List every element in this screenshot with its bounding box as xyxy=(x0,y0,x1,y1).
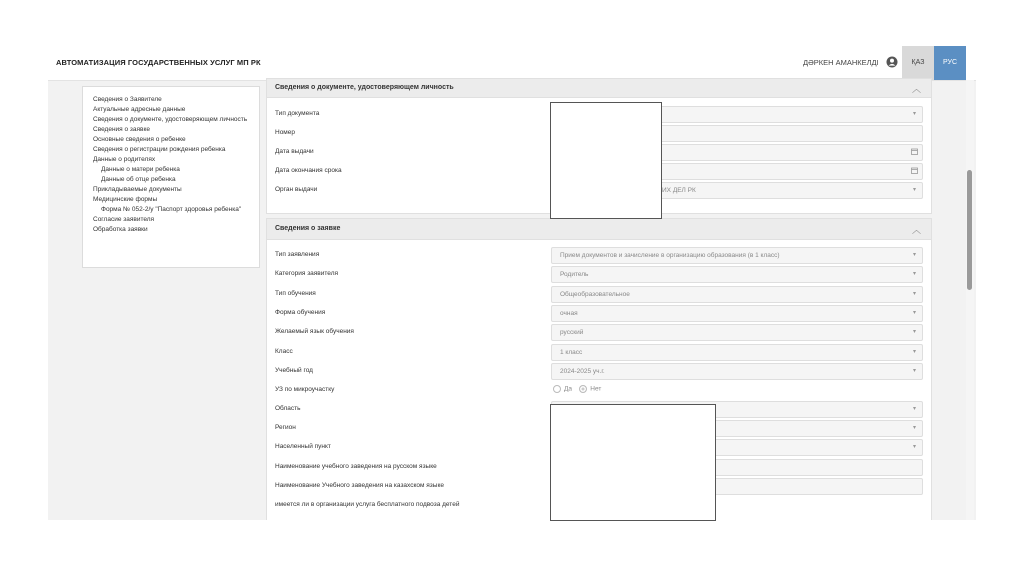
redaction-box xyxy=(550,102,662,219)
education-form-select[interactable] xyxy=(551,305,923,322)
sidebar-item-parents[interactable]: Данные о родителях xyxy=(93,156,156,163)
lang-rus-button[interactable]: РУС xyxy=(934,46,966,80)
education-type-select[interactable] xyxy=(551,286,923,303)
calendar-icon[interactable] xyxy=(911,148,918,155)
field-label: Орган выдачи xyxy=(275,186,318,193)
sidebar-nav xyxy=(82,86,260,268)
sidebar-item-mother[interactable]: Данные о матери ребенка xyxy=(101,166,180,173)
field-label: Дата окончания срока xyxy=(275,167,342,174)
chevron-up-icon[interactable]: ︿ xyxy=(911,84,921,94)
field-value: Прием документов и зачисление в организацию образования (в 1 класс) xyxy=(560,252,780,259)
sidebar-item-attachments[interactable]: Прикладываемые документы xyxy=(93,186,182,193)
field-label: Тип обучения xyxy=(275,290,316,297)
scrollbar-thumb[interactable] xyxy=(967,170,972,290)
field-label: Желаемый язык обучения xyxy=(275,328,354,335)
field-label: Наименование учебного заведения на русском языке xyxy=(275,463,437,470)
chevron-down-icon: ▾ xyxy=(912,444,916,450)
sidebar-item-id-document[interactable]: Сведения о документе, удостоверяющем личность xyxy=(93,116,248,123)
sidebar-item-address[interactable]: Актуальные адресные данные xyxy=(93,106,186,113)
top-header xyxy=(48,46,976,81)
field-value: 1 класс xyxy=(560,349,583,356)
radio-yes[interactable] xyxy=(553,385,561,393)
scrollbar-track[interactable] xyxy=(966,80,974,520)
field-label: Тип документа xyxy=(275,110,320,117)
form-row xyxy=(267,265,931,283)
sidebar-item-child-info[interactable]: Основные сведения о ребенке xyxy=(93,136,186,143)
form-row xyxy=(267,343,931,361)
chevron-up-icon[interactable]: ︿ xyxy=(911,225,921,235)
redaction-box xyxy=(550,404,716,521)
grade-select[interactable] xyxy=(551,344,923,361)
chevron-down-icon: ▾ xyxy=(912,187,916,193)
sidebar-item-health-passport[interactable]: Форма № 052-2/у "Паспорт здоровья ребенка" xyxy=(101,206,242,213)
sidebar-item-processing[interactable]: Обработка заявки xyxy=(93,226,148,233)
field-label: Регион xyxy=(275,424,296,431)
chevron-down-icon: ▾ xyxy=(912,368,916,374)
issuer-value: ИХ ДЕЛ РК xyxy=(662,187,696,194)
application-type-select[interactable] xyxy=(551,247,923,264)
sidebar-item-application[interactable]: Сведения о заявке xyxy=(93,126,151,133)
sidebar-item-consent[interactable]: Согласие заявителя xyxy=(93,216,155,223)
lang-kaz-button[interactable]: ҚАЗ xyxy=(902,46,934,80)
micro-district-radio-group xyxy=(553,385,601,393)
school-year-select[interactable] xyxy=(551,363,923,380)
panel-title: Сведения о документе, удостоверяющем личность xyxy=(275,84,454,91)
field-value: Общеобразовательное xyxy=(560,291,630,298)
chevron-down-icon: ▾ xyxy=(912,291,916,297)
application-panel-header[interactable] xyxy=(267,219,931,240)
sidebar-item-birth-registration[interactable]: Сведения о регистрации рождения ребенка xyxy=(93,146,226,153)
field-value: 2024-2025 уч.г. xyxy=(560,368,605,375)
chevron-down-icon: ▾ xyxy=(912,111,916,117)
chevron-down-icon: ▾ xyxy=(912,271,916,277)
field-label: Тип заявления xyxy=(275,251,320,258)
field-label: Категория заявителя xyxy=(275,270,339,277)
app-window xyxy=(48,46,976,520)
sidebar-item-father[interactable]: Данные об отце ребенка xyxy=(101,176,176,183)
field-label: Наименование Учебного заведения на казахском языке xyxy=(275,482,444,489)
form-row xyxy=(267,246,931,264)
form-row xyxy=(267,304,931,322)
form-row xyxy=(267,362,931,380)
user-name[interactable]: ДӘРКЕН АМАНКЕЛДІ xyxy=(803,58,879,67)
chevron-down-icon: ▾ xyxy=(912,406,916,412)
field-value: русский xyxy=(560,329,584,336)
panel-title: Сведения о заявке xyxy=(275,225,341,232)
field-label: Учебный год xyxy=(275,367,313,374)
chevron-down-icon: ▾ xyxy=(912,425,916,431)
chevron-down-icon: ▾ xyxy=(912,310,916,316)
sidebar-item-medical[interactable]: Медицинские формы xyxy=(93,196,158,203)
field-label: Номер xyxy=(275,129,296,136)
app-title: АВТОМАТИЗАЦИЯ ГОСУДАРСТВЕННЫХ УСЛУГ МП РК xyxy=(56,58,261,67)
field-label: Форма обучения xyxy=(275,309,326,316)
applicant-category-select[interactable] xyxy=(551,266,923,283)
calendar-icon[interactable] xyxy=(911,167,918,174)
radio-yes-label: Да xyxy=(564,385,573,393)
field-label: имеется ли в организации услуга бесплатного подвоза детей xyxy=(275,501,460,508)
field-value: Родитель xyxy=(560,271,589,278)
field-value: очная xyxy=(560,310,578,317)
field-label: Область xyxy=(275,405,301,412)
field-label: Класс xyxy=(275,348,293,355)
language-select[interactable] xyxy=(551,324,923,341)
chevron-down-icon: ▾ xyxy=(912,329,916,335)
form-row xyxy=(267,285,931,303)
sidebar-item-applicant[interactable]: Сведения о Заявителе xyxy=(93,96,162,103)
chevron-down-icon: ▾ xyxy=(912,252,916,258)
field-label: Дата выдачи xyxy=(275,148,314,155)
form-row xyxy=(267,381,931,399)
id-document-panel-header[interactable] xyxy=(267,79,931,98)
user-icon[interactable] xyxy=(886,56,898,68)
chevron-down-icon: ▾ xyxy=(912,349,916,355)
radio-no-label: Нет xyxy=(590,385,602,393)
radio-no[interactable] xyxy=(579,385,587,393)
form-row xyxy=(267,323,931,341)
field-label: УЗ по микроучастку xyxy=(275,386,335,393)
field-label: Населенный пункт xyxy=(275,443,331,450)
